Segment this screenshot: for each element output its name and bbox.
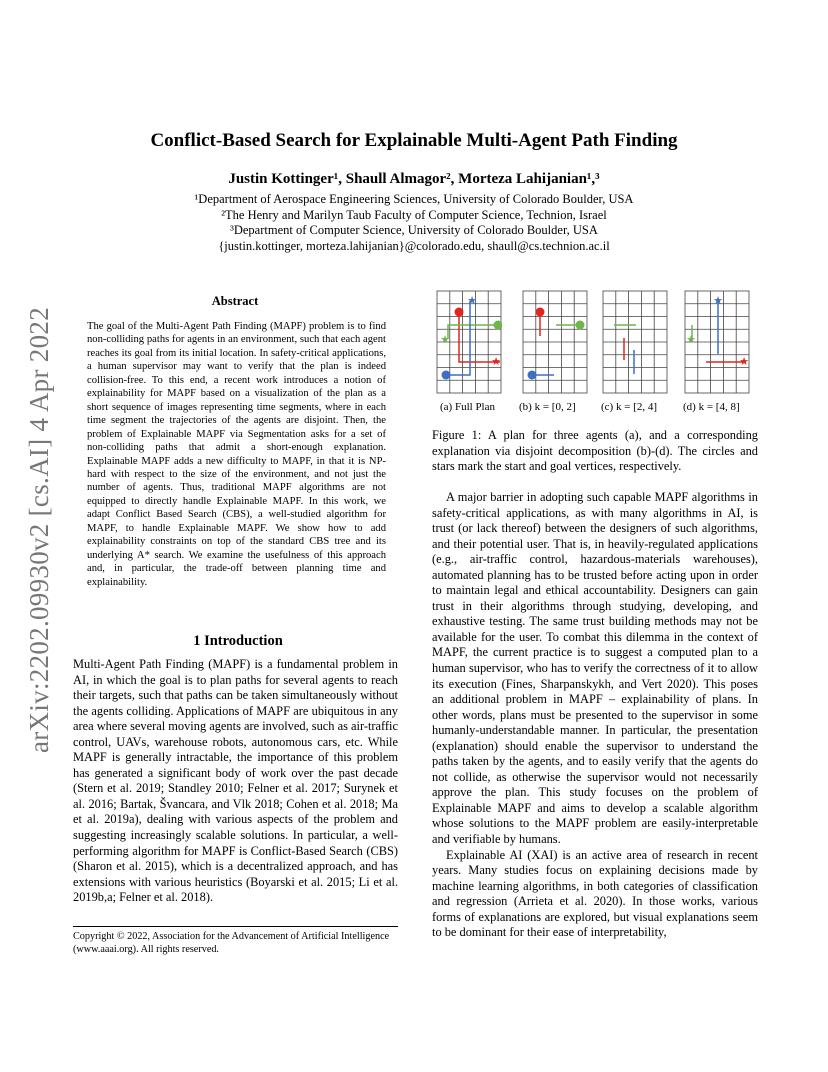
- svg-text:★: ★: [440, 334, 450, 346]
- affiliations: [0, 192, 828, 254]
- author-list: Justin Kottinger¹, Shaull Almagor², Morteza Lahijanian¹,³: [228, 171, 600, 187]
- abstract-heading: Abstract: [211, 294, 259, 308]
- right-paragraph-2: Explainable AI (XAI) is an active area of research in recent years. Many studies focus on explaining decisions made by machine learning algorithms, in both categories of classification and regression (Arrieta et al. 2020). In those works, various forms of explanations are explored, but visual explanations seem to be dominant for their ease of interpretability,: [432, 847, 758, 940]
- subfigure-label-a: (a) Full Plan: [440, 401, 495, 413]
- subfigure-label-d: (d) k = [4, 8]: [683, 401, 740, 413]
- figure-panel-k-4-8: [684, 290, 750, 394]
- svg-text:★: ★: [491, 356, 501, 368]
- figure-1: [432, 290, 758, 415]
- author-emails: {justin.kottinger, morteza.lahijanian}@colorado.edu, shaull@cs.technion.ac.il: [218, 238, 610, 253]
- svg-text:★: ★: [467, 295, 477, 307]
- grid-k-4-8: [684, 290, 750, 394]
- figure-panel-full-plan: [436, 290, 502, 394]
- paper-title: Conflict-Based Search for Explainable Multi-Agent Path Finding: [150, 130, 678, 151]
- right-column-body: [432, 490, 758, 941]
- figure-1-caption: Figure 1: A plan for three agents (a), and a corresponding explanation via disjoint decomposition (b)-(d). The circles and stars mark the start and goal vertices, respectively.: [432, 428, 758, 473]
- svg-text:★: ★: [739, 356, 749, 368]
- figure-panel-k-2-4: [602, 290, 668, 394]
- grid-k-2-4: [602, 290, 668, 394]
- svg-text:★: ★: [713, 295, 723, 307]
- affiliation-3: ³Department of Computer Science, University of Colorado Boulder, USA: [230, 223, 598, 237]
- figure-panel-k-0-2: [522, 290, 588, 394]
- subfigure-label-c: (c) k = [2, 4]: [601, 401, 657, 413]
- grid-k-0-2: [522, 290, 588, 394]
- copyright-notice: Copyright © 2022, Association for the Advancement of Artificial Intelligence (www.aaai.org). All rights reserved.: [73, 926, 398, 956]
- abstract-body: The goal of the Multi-Agent Path Finding (MAPF) problem is to find non-colliding paths for agents in an environment, such that each agent reaches its goal from its initial location. In safety-critical applications, a human supervisor may want to verify that the plan is indeed collision-free. To this end, a recent work introduces a notion of explainability for MAPF based on a visualization of the plan as a short sequence of images representing time segments, where in each time segment the trajectories of the agents are disjoint. Then, the problem of Explainable MAPF via Segmentation asks for a set of non-colliding paths that admit a short-enough explanation. Explainable MAPF adds a new difficulty to MAPF, in that it is NP-hard with respect to the size of the environment, and not just the number of agents. Thus, traditional MAPF algorithms are not equipped to directly handle Explainable MAPF. In this work, we adapt Conflict Based Search (CBS), a well-studied algorithm for MAPF, to handle Explainable MAPF. We show how to add explainability constraints on top of the standard CBS tree and its underlying A* search. We examine the usefulness of this approach and, in particular, the trade-off between planning time and explainability.: [87, 321, 386, 588]
- subfigure-label-b: (b) k = [0, 2]: [519, 401, 576, 413]
- arxiv-identifier[interactable]: arXiv:2202.09930v2 [cs.AI] 4 Apr 2022: [24, 306, 54, 754]
- introduction-body: [73, 657, 398, 906]
- affiliation-2: ²The Henry and Marilyn Taub Faculty of Computer Science, Technion, Israel: [221, 207, 607, 222]
- grid-full-plan: [436, 290, 502, 394]
- intro-paragraph-1: Multi-Agent Path Finding (MAPF) is a fundamental problem in AI, in which the goal is to plan paths for several agents to reach their targets, such that paths can be taken simultaneously without the agents colliding. Applications of MAPF are ubiquitous in any area where several moving agents are involved, such as air-traffic control, UAVs, warehouse robots, autonomous cars, etc. While MAPF is generally intractable, the importance of this problem has generated a significant body of work over the past decade (Stern et al. 2019; Standley 2010; Felner et al. 2017; Surynek et al. 2016; Bartak, Švancara, and Vlk 2018; Cohen et al. 2018; Ma et al. 2019a), dealing with various aspects of the problem and suggesting increasingly scalable solutions. In particular, a well-performing algorithm for MAPF is Conflict-Based Search (CBS) (Sharon et al. 2015), which is a decentralized approach, and has extensions with various heuristics (Boyarski et al. 2015; Li et al. 2019b,a; Felner et al. 2018).: [73, 657, 398, 905]
- section-heading-introduction: 1 Introduction: [193, 633, 283, 649]
- affiliation-1: ¹Department of Aerospace Engineering Sciences, University of Colorado Boulder, USA: [194, 192, 634, 206]
- right-paragraph-1: A major barrier in adopting such capable MAPF algorithms in safety-critical applications, as with many algorithms in AI, is trust (or lack thereof) between the designers of such algorithms, and their potential user. That is, in heavily-regulated applications (e.g., air-traffic control, hazardous-materials warehouses), automated planning has to be trusted before acting upon in order to maintain legal and ethical accountability. Designers can gain trust in their algorithms through studying, developing, and exhaustive testing. The same trust building methods may not be available for the user. To combat this dilemma in the context of MAPF, the current practice is to suggest a computed plan to a human supervisor, who has to verify the correctness of it to allow its execution (Fines, Sharpanskykh, and Vert 2020). This poses an additional problem in MAPF – explainability of plans. In other words, plans must be presented to the supervisor in some humanly-understandable manner. In particular, the presentation (explanation) should enable the supervisor to understand the paths taken by the agents, and to easily verify that the agents do not collide, as otherwise the supervisor would not necessarily approve the plan. This study focuses on the problem of Explainable MAPF and aims to develop a scalable algorithm whose solutions to the MAPF problem are easily-interpretable and verifiable by humans.: [432, 490, 758, 847]
- svg-text:★: ★: [686, 334, 696, 346]
